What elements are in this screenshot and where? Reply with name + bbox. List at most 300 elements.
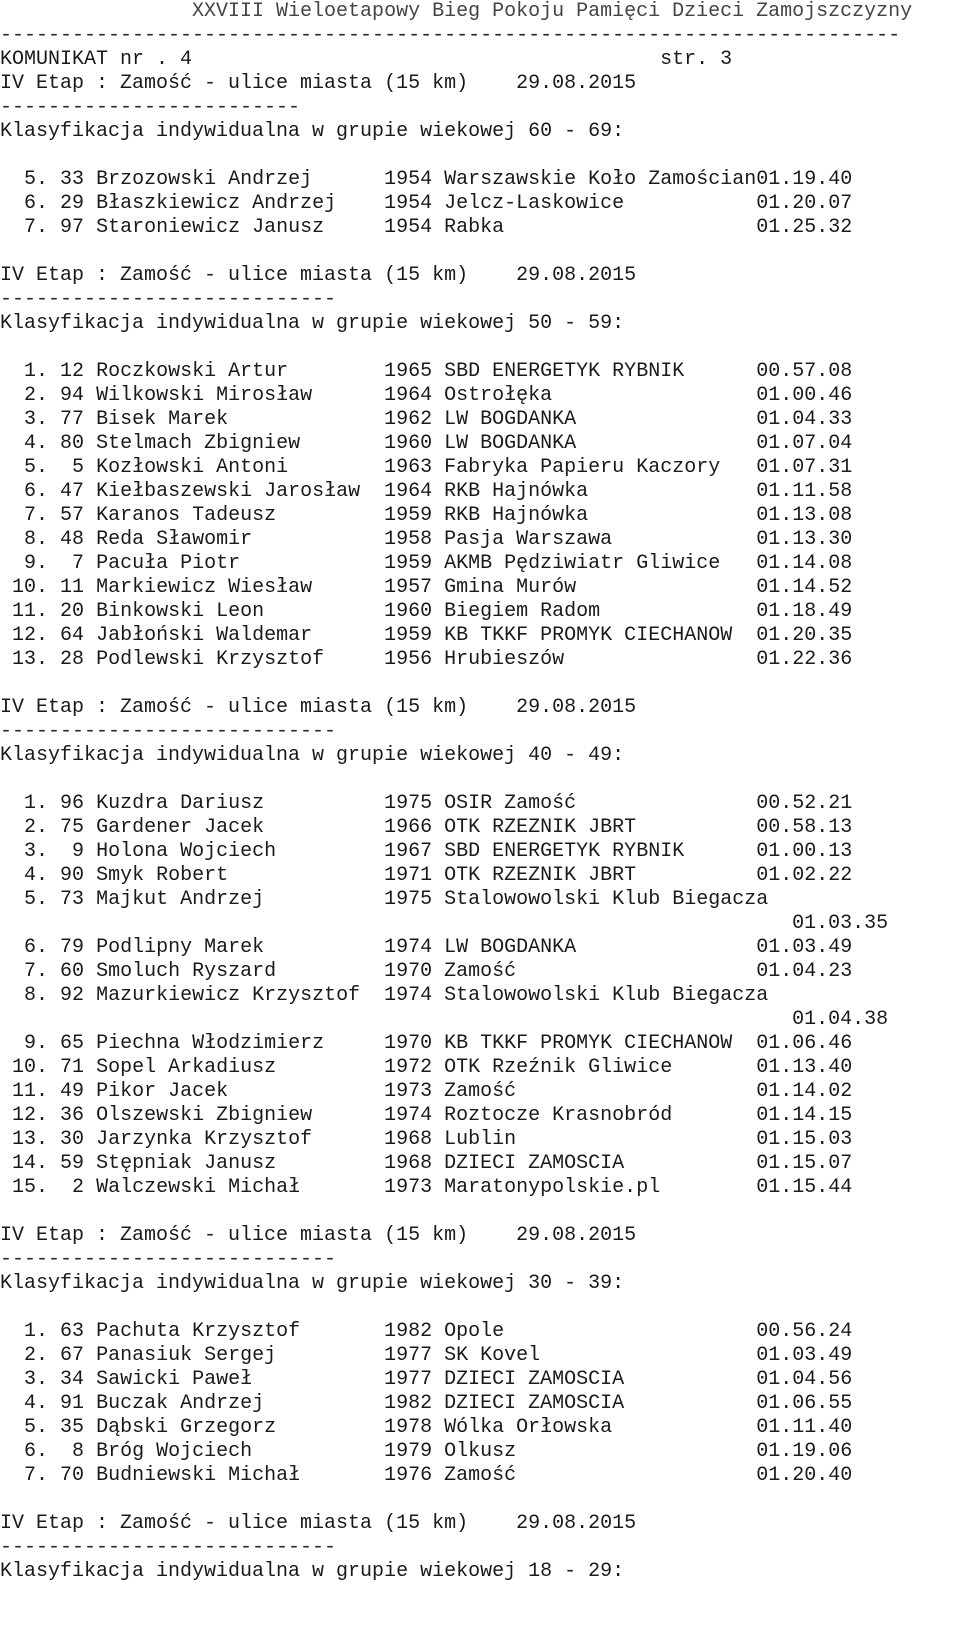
gap xyxy=(372,1080,384,1103)
gap xyxy=(372,864,384,887)
bib-number: 96 xyxy=(60,792,85,815)
result-row xyxy=(0,984,768,1008)
position: 7. xyxy=(0,504,49,527)
club-name: DZIECI ZAMOSCIA xyxy=(444,1152,757,1175)
result-row xyxy=(0,1344,852,1368)
gap xyxy=(84,1344,96,1367)
gap xyxy=(84,1392,96,1415)
club-name: Lublin xyxy=(444,1128,757,1151)
finish-time: 01.06.46 xyxy=(756,1032,853,1055)
finish-time: 01.06.55 xyxy=(756,1392,853,1415)
birth-year: 1965 xyxy=(384,360,433,383)
gap xyxy=(84,576,96,599)
category-heading xyxy=(0,1272,624,1296)
gap xyxy=(48,480,60,503)
club-name: Biegiem Radom xyxy=(444,600,757,623)
birth-year: 1963 xyxy=(384,456,433,479)
finish-time: 01.20.40 xyxy=(756,1464,853,1487)
bib-number: 91 xyxy=(60,1392,85,1415)
bib-number: 80 xyxy=(60,432,85,455)
birth-year: 1982 xyxy=(384,1392,433,1415)
gap xyxy=(372,984,384,1007)
club-name: Wólka Orłowska xyxy=(444,1416,757,1439)
gap xyxy=(432,1104,444,1127)
bib-number: 65 xyxy=(60,1032,85,1055)
gap xyxy=(48,648,60,671)
position: 9. xyxy=(0,1032,49,1055)
gap xyxy=(432,504,444,527)
result-row xyxy=(0,1440,852,1464)
finish-time: 01.19.06 xyxy=(756,1440,853,1463)
gap xyxy=(48,864,60,887)
position: 2. xyxy=(0,1344,49,1367)
gap xyxy=(372,1176,384,1199)
document-title: XXVIII Wieloetapowy Bieg Pokoju Pamięci Dzieci Zamojszczyzny xyxy=(192,0,913,23)
page-title-line xyxy=(0,0,912,24)
bib-number: 92 xyxy=(60,984,85,1007)
runner-name: Buczak Andrzej xyxy=(96,1392,373,1415)
rule-text: ---------------------------- xyxy=(0,1536,337,1559)
birth-year: 1959 xyxy=(384,504,433,527)
finish-time: 01.02.22 xyxy=(756,864,853,887)
gap xyxy=(48,1128,60,1151)
runner-name: Mazurkiewicz Krzysztof xyxy=(96,984,373,1007)
result-row xyxy=(0,888,768,912)
gap xyxy=(48,1416,60,1439)
gap xyxy=(432,1128,444,1151)
position: 13. xyxy=(0,1128,49,1151)
club-name: RKB Hajnówka xyxy=(444,480,757,503)
gap xyxy=(48,1440,60,1463)
birth-year: 1972 xyxy=(384,1056,433,1079)
gap xyxy=(84,816,96,839)
runner-name: Gardener Jacek xyxy=(96,816,373,839)
finish-time: 01.19.40 xyxy=(756,168,853,191)
runner-name: Olszewski Zbigniew xyxy=(96,1104,373,1127)
gap xyxy=(84,360,96,383)
position: 7. xyxy=(0,216,49,239)
finish-time: 01.07.31 xyxy=(756,456,853,479)
birth-year: 1960 xyxy=(384,432,433,455)
gap xyxy=(84,192,96,215)
runner-name: Sawicki Paweł xyxy=(96,1368,373,1391)
gap xyxy=(372,576,384,599)
gap xyxy=(432,408,444,431)
gap xyxy=(84,648,96,671)
gap xyxy=(48,1344,60,1367)
gap xyxy=(372,1440,384,1463)
result-row xyxy=(0,360,852,384)
result-row xyxy=(0,936,852,960)
gap xyxy=(432,816,444,839)
stage-text: IV Etap : Zamość - ulice miasta (15 km) 29.08.2015 xyxy=(0,72,637,95)
communique-line xyxy=(0,48,732,72)
gap xyxy=(48,888,60,911)
bib-number: 75 xyxy=(60,816,85,839)
gap xyxy=(372,1344,384,1367)
gap xyxy=(48,984,60,1007)
club-name: DZIECI ZAMOSCIA xyxy=(444,1368,757,1391)
bib-number: 47 xyxy=(60,480,85,503)
stage-heading xyxy=(0,696,636,720)
gap xyxy=(372,1464,384,1487)
gap xyxy=(372,384,384,407)
gap xyxy=(372,840,384,863)
result-row xyxy=(0,792,852,816)
gap xyxy=(84,1440,96,1463)
gap xyxy=(372,504,384,527)
position: 3. xyxy=(0,840,49,863)
birth-year: 1982 xyxy=(384,1320,433,1343)
gap xyxy=(432,600,444,623)
birth-year: 1954 xyxy=(384,192,433,215)
gap xyxy=(432,216,444,239)
club-name: RKB Hajnówka xyxy=(444,504,757,527)
runner-name: Markiewicz Wiesław xyxy=(96,576,373,599)
club-name: KB TKKF PROMYK CIECHANOW xyxy=(444,1032,757,1055)
runner-name: Podlipny Marek xyxy=(96,936,373,959)
rule-text: ---------------------------- xyxy=(0,720,337,743)
gap xyxy=(48,168,60,191)
gap xyxy=(372,1392,384,1415)
finish-time: 01.04.56 xyxy=(756,1368,853,1391)
runner-name: Majkut Andrzej xyxy=(96,888,373,911)
runner-name: Brzozowski Andrzej xyxy=(96,168,373,191)
gap xyxy=(48,1392,60,1415)
bib-number: 35 xyxy=(60,1416,85,1439)
birth-year: 1973 xyxy=(384,1080,433,1103)
finish-time: 00.56.24 xyxy=(756,1320,853,1343)
birth-year: 1970 xyxy=(384,960,433,983)
position: 5. xyxy=(0,456,49,479)
finish-time: 01.18.49 xyxy=(756,600,853,623)
club-name: SK Kovel xyxy=(444,1344,757,1367)
bib-number: 71 xyxy=(60,1056,85,1079)
gap xyxy=(84,1416,96,1439)
section-rule xyxy=(0,720,336,744)
stage-text: IV Etap : Zamość - ulice miasta (15 km) 29.08.2015 xyxy=(0,696,637,719)
runner-name: Bróg Wojciech xyxy=(96,1440,373,1463)
bib-number: 59 xyxy=(60,1152,85,1175)
birth-year: 1956 xyxy=(384,648,433,671)
gap xyxy=(48,1104,60,1127)
gap xyxy=(372,1368,384,1391)
category-heading xyxy=(0,744,624,768)
gap xyxy=(372,816,384,839)
gap xyxy=(432,1344,444,1367)
stage-text: IV Etap : Zamość - ulice miasta (15 km) 29.08.2015 xyxy=(0,1224,637,1247)
gap xyxy=(372,1056,384,1079)
bib-number: 73 xyxy=(60,888,85,911)
wrap-indent xyxy=(0,912,792,935)
gap xyxy=(372,1128,384,1151)
gap xyxy=(48,1032,60,1055)
gap xyxy=(84,888,96,911)
gap xyxy=(48,1320,60,1343)
runner-name: Smyk Robert xyxy=(96,864,373,887)
position: 13. xyxy=(0,648,49,671)
result-row xyxy=(0,408,852,432)
gap xyxy=(84,552,96,575)
runner-name: Walczewski Michał xyxy=(96,1176,373,1199)
gap xyxy=(372,648,384,671)
runner-name: Staroniewicz Janusz xyxy=(96,216,373,239)
birth-year: 1978 xyxy=(384,1416,433,1439)
club-name: OTK RZEZNIK JBRT xyxy=(444,816,757,839)
gap xyxy=(48,360,60,383)
category-heading xyxy=(0,120,624,144)
gap xyxy=(84,1104,96,1127)
position: 5. xyxy=(0,168,49,191)
bib-number: 9 xyxy=(60,840,85,863)
bib-number: 60 xyxy=(60,960,85,983)
runner-name: Pacuła Piotr xyxy=(96,552,373,575)
gap xyxy=(84,840,96,863)
gap xyxy=(48,624,60,647)
finish-time: 01.14.08 xyxy=(756,552,853,575)
finish-time: 01.22.36 xyxy=(756,648,853,671)
position: 11. xyxy=(0,1080,49,1103)
gap xyxy=(48,552,60,575)
finish-time: 01.03.49 xyxy=(756,1344,853,1367)
gap xyxy=(432,456,444,479)
category-heading xyxy=(0,312,624,336)
gap xyxy=(84,1080,96,1103)
club-name: OTK Rzeźnik Gliwice xyxy=(444,1056,757,1079)
gap xyxy=(372,1104,384,1127)
finish-time: 01.15.03 xyxy=(756,1128,853,1151)
finish-time: 01.11.40 xyxy=(756,1416,853,1439)
birth-year: 1977 xyxy=(384,1344,433,1367)
section-rule xyxy=(0,96,300,120)
gap xyxy=(84,960,96,983)
position: 4. xyxy=(0,1392,49,1415)
position: 1. xyxy=(0,1320,49,1343)
runner-name: Binkowski Leon xyxy=(96,600,373,623)
gap xyxy=(84,1032,96,1055)
gap xyxy=(84,168,96,191)
gap xyxy=(84,936,96,959)
club-name: Gmina Murów xyxy=(444,576,757,599)
result-row xyxy=(0,1128,852,1152)
finish-time: 01.15.07 xyxy=(756,1152,853,1175)
position: 1. xyxy=(0,792,49,815)
position: 10. xyxy=(0,576,49,599)
result-row xyxy=(0,624,852,648)
finish-time: 01.25.32 xyxy=(756,216,853,239)
gap xyxy=(372,408,384,431)
position: 4. xyxy=(0,864,49,887)
gap xyxy=(48,192,60,215)
bib-number: 97 xyxy=(60,216,85,239)
club-name: Hrubieszów xyxy=(444,648,757,671)
runner-name: Kiełbaszewski Jarosław xyxy=(96,480,373,503)
category-heading xyxy=(0,1560,624,1584)
position: 9. xyxy=(0,552,49,575)
result-row xyxy=(0,1152,852,1176)
result-row xyxy=(0,1392,852,1416)
runner-name: Wilkowski Mirosław xyxy=(96,384,373,407)
club-name: DZIECI ZAMOSCIA xyxy=(444,1392,757,1415)
wrap-indent xyxy=(0,1008,792,1031)
bib-number: 34 xyxy=(60,1368,85,1391)
gap xyxy=(432,480,444,503)
gap xyxy=(84,1464,96,1487)
runner-name: Podlewski Krzysztof xyxy=(96,648,373,671)
gap xyxy=(372,624,384,647)
gap xyxy=(372,168,384,191)
result-row xyxy=(0,576,852,600)
gap xyxy=(84,456,96,479)
birth-year: 1976 xyxy=(384,1464,433,1487)
stage-heading xyxy=(0,72,636,96)
gap xyxy=(84,480,96,503)
gap xyxy=(372,1320,384,1343)
gap xyxy=(432,192,444,215)
gap xyxy=(48,1152,60,1175)
birth-year: 1968 xyxy=(384,1152,433,1175)
club-name: SBD ENERGETYK RYBNIK xyxy=(444,360,757,383)
gap xyxy=(84,432,96,455)
gap xyxy=(432,1416,444,1439)
club-name: LW BOGDANKA xyxy=(444,936,757,959)
club-name: OTK RZEZNIK JBRT xyxy=(444,864,757,887)
runner-name: Błaszkiewicz Andrzej xyxy=(96,192,373,215)
birth-year: 1962 xyxy=(384,408,433,431)
gap xyxy=(372,216,384,239)
result-row xyxy=(0,456,852,480)
bib-number: 48 xyxy=(60,528,85,551)
gap xyxy=(432,1368,444,1391)
birth-year: 1975 xyxy=(384,792,433,815)
gap xyxy=(432,1080,444,1103)
gap xyxy=(432,528,444,551)
runner-name: Holona Wojciech xyxy=(96,840,373,863)
stage-heading xyxy=(0,264,636,288)
gap xyxy=(372,936,384,959)
runner-name: Roczkowski Artur xyxy=(96,360,373,383)
gap xyxy=(372,192,384,215)
gap xyxy=(48,1464,60,1487)
club-name: LW BOGDANKA xyxy=(444,432,757,455)
gap xyxy=(84,216,96,239)
rule-text: ---------------------------- xyxy=(0,288,337,311)
gap xyxy=(48,216,60,239)
bib-number: 8 xyxy=(60,1440,85,1463)
bib-number: 28 xyxy=(60,648,85,671)
gap xyxy=(48,840,60,863)
birth-year: 1968 xyxy=(384,1128,433,1151)
club-name: Jelcz-Laskowice xyxy=(444,192,757,215)
position: 12. xyxy=(0,1104,49,1127)
gap xyxy=(372,432,384,455)
section-rule xyxy=(0,1536,336,1560)
bib-number: 64 xyxy=(60,624,85,647)
position: 14. xyxy=(0,1152,49,1175)
bib-number: 49 xyxy=(60,1080,85,1103)
gap xyxy=(432,168,444,191)
birth-year: 1954 xyxy=(384,216,433,239)
finish-time: 01.03.35 xyxy=(792,912,889,935)
finish-time: 01.15.44 xyxy=(756,1176,853,1199)
result-row xyxy=(0,1056,852,1080)
runner-name: Pikor Jacek xyxy=(96,1080,373,1103)
gap xyxy=(372,600,384,623)
gap xyxy=(48,528,60,551)
runner-name: Dąbski Grzegorz xyxy=(96,1416,373,1439)
result-row xyxy=(0,648,852,672)
gap xyxy=(372,792,384,815)
result-row xyxy=(0,552,852,576)
position: 6. xyxy=(0,192,49,215)
birth-year: 1959 xyxy=(384,624,433,647)
gap xyxy=(432,984,444,1007)
gap xyxy=(48,576,60,599)
finish-time: 01.13.30 xyxy=(756,528,853,551)
gap xyxy=(84,1368,96,1391)
result-row xyxy=(0,480,852,504)
gap xyxy=(84,864,96,887)
gap xyxy=(432,1152,444,1175)
bib-number: 67 xyxy=(60,1344,85,1367)
gap xyxy=(84,1056,96,1079)
birth-year: 1958 xyxy=(384,528,433,551)
position: 6. xyxy=(0,936,49,959)
club-name: Roztocze Krasnobród xyxy=(444,1104,757,1127)
section-rule xyxy=(0,288,336,312)
club-name: SBD ENERGETYK RYBNIK xyxy=(444,840,757,863)
position: 6. xyxy=(0,480,49,503)
gap xyxy=(432,360,444,383)
rule-text: ---------------------------- xyxy=(0,1248,337,1271)
result-row xyxy=(0,864,852,888)
gap xyxy=(372,456,384,479)
gap xyxy=(48,960,60,983)
position: 3. xyxy=(0,408,49,431)
gap xyxy=(432,1464,444,1487)
result-row xyxy=(0,192,852,216)
club-name: Fabryka Papieru Kaczory xyxy=(444,456,757,479)
runner-name: Karanos Tadeusz xyxy=(96,504,373,527)
bib-number: 29 xyxy=(60,192,85,215)
gap xyxy=(48,792,60,815)
gap xyxy=(48,1176,60,1199)
position: 5. xyxy=(0,1416,49,1439)
finish-time: 00.57.08 xyxy=(756,360,853,383)
communique-number: KOMUNIKAT nr . 4 xyxy=(0,48,193,71)
category-text: Klasyfikacja indywidualna w grupie wiekowej 40 - 49: xyxy=(0,744,625,767)
gap xyxy=(432,936,444,959)
club-name: Pasja Warszawa xyxy=(444,528,757,551)
position: 7. xyxy=(0,960,49,983)
finish-time: 00.52.21 xyxy=(756,792,853,815)
gap xyxy=(372,1152,384,1175)
header-gap xyxy=(192,48,660,71)
result-row xyxy=(0,216,852,240)
gap xyxy=(48,456,60,479)
finish-time: 01.14.02 xyxy=(756,1080,853,1103)
bib-number: 63 xyxy=(60,1320,85,1343)
position: 7. xyxy=(0,1464,49,1487)
birth-year: 1964 xyxy=(384,384,433,407)
result-row xyxy=(0,600,852,624)
runner-name: Jarzynka Krzysztof xyxy=(96,1128,373,1151)
birth-year: 1957 xyxy=(384,576,433,599)
finish-time: 01.11.58 xyxy=(756,480,853,503)
gap xyxy=(372,528,384,551)
runner-name: Stelmach Zbigniew xyxy=(96,432,373,455)
gap xyxy=(48,384,60,407)
